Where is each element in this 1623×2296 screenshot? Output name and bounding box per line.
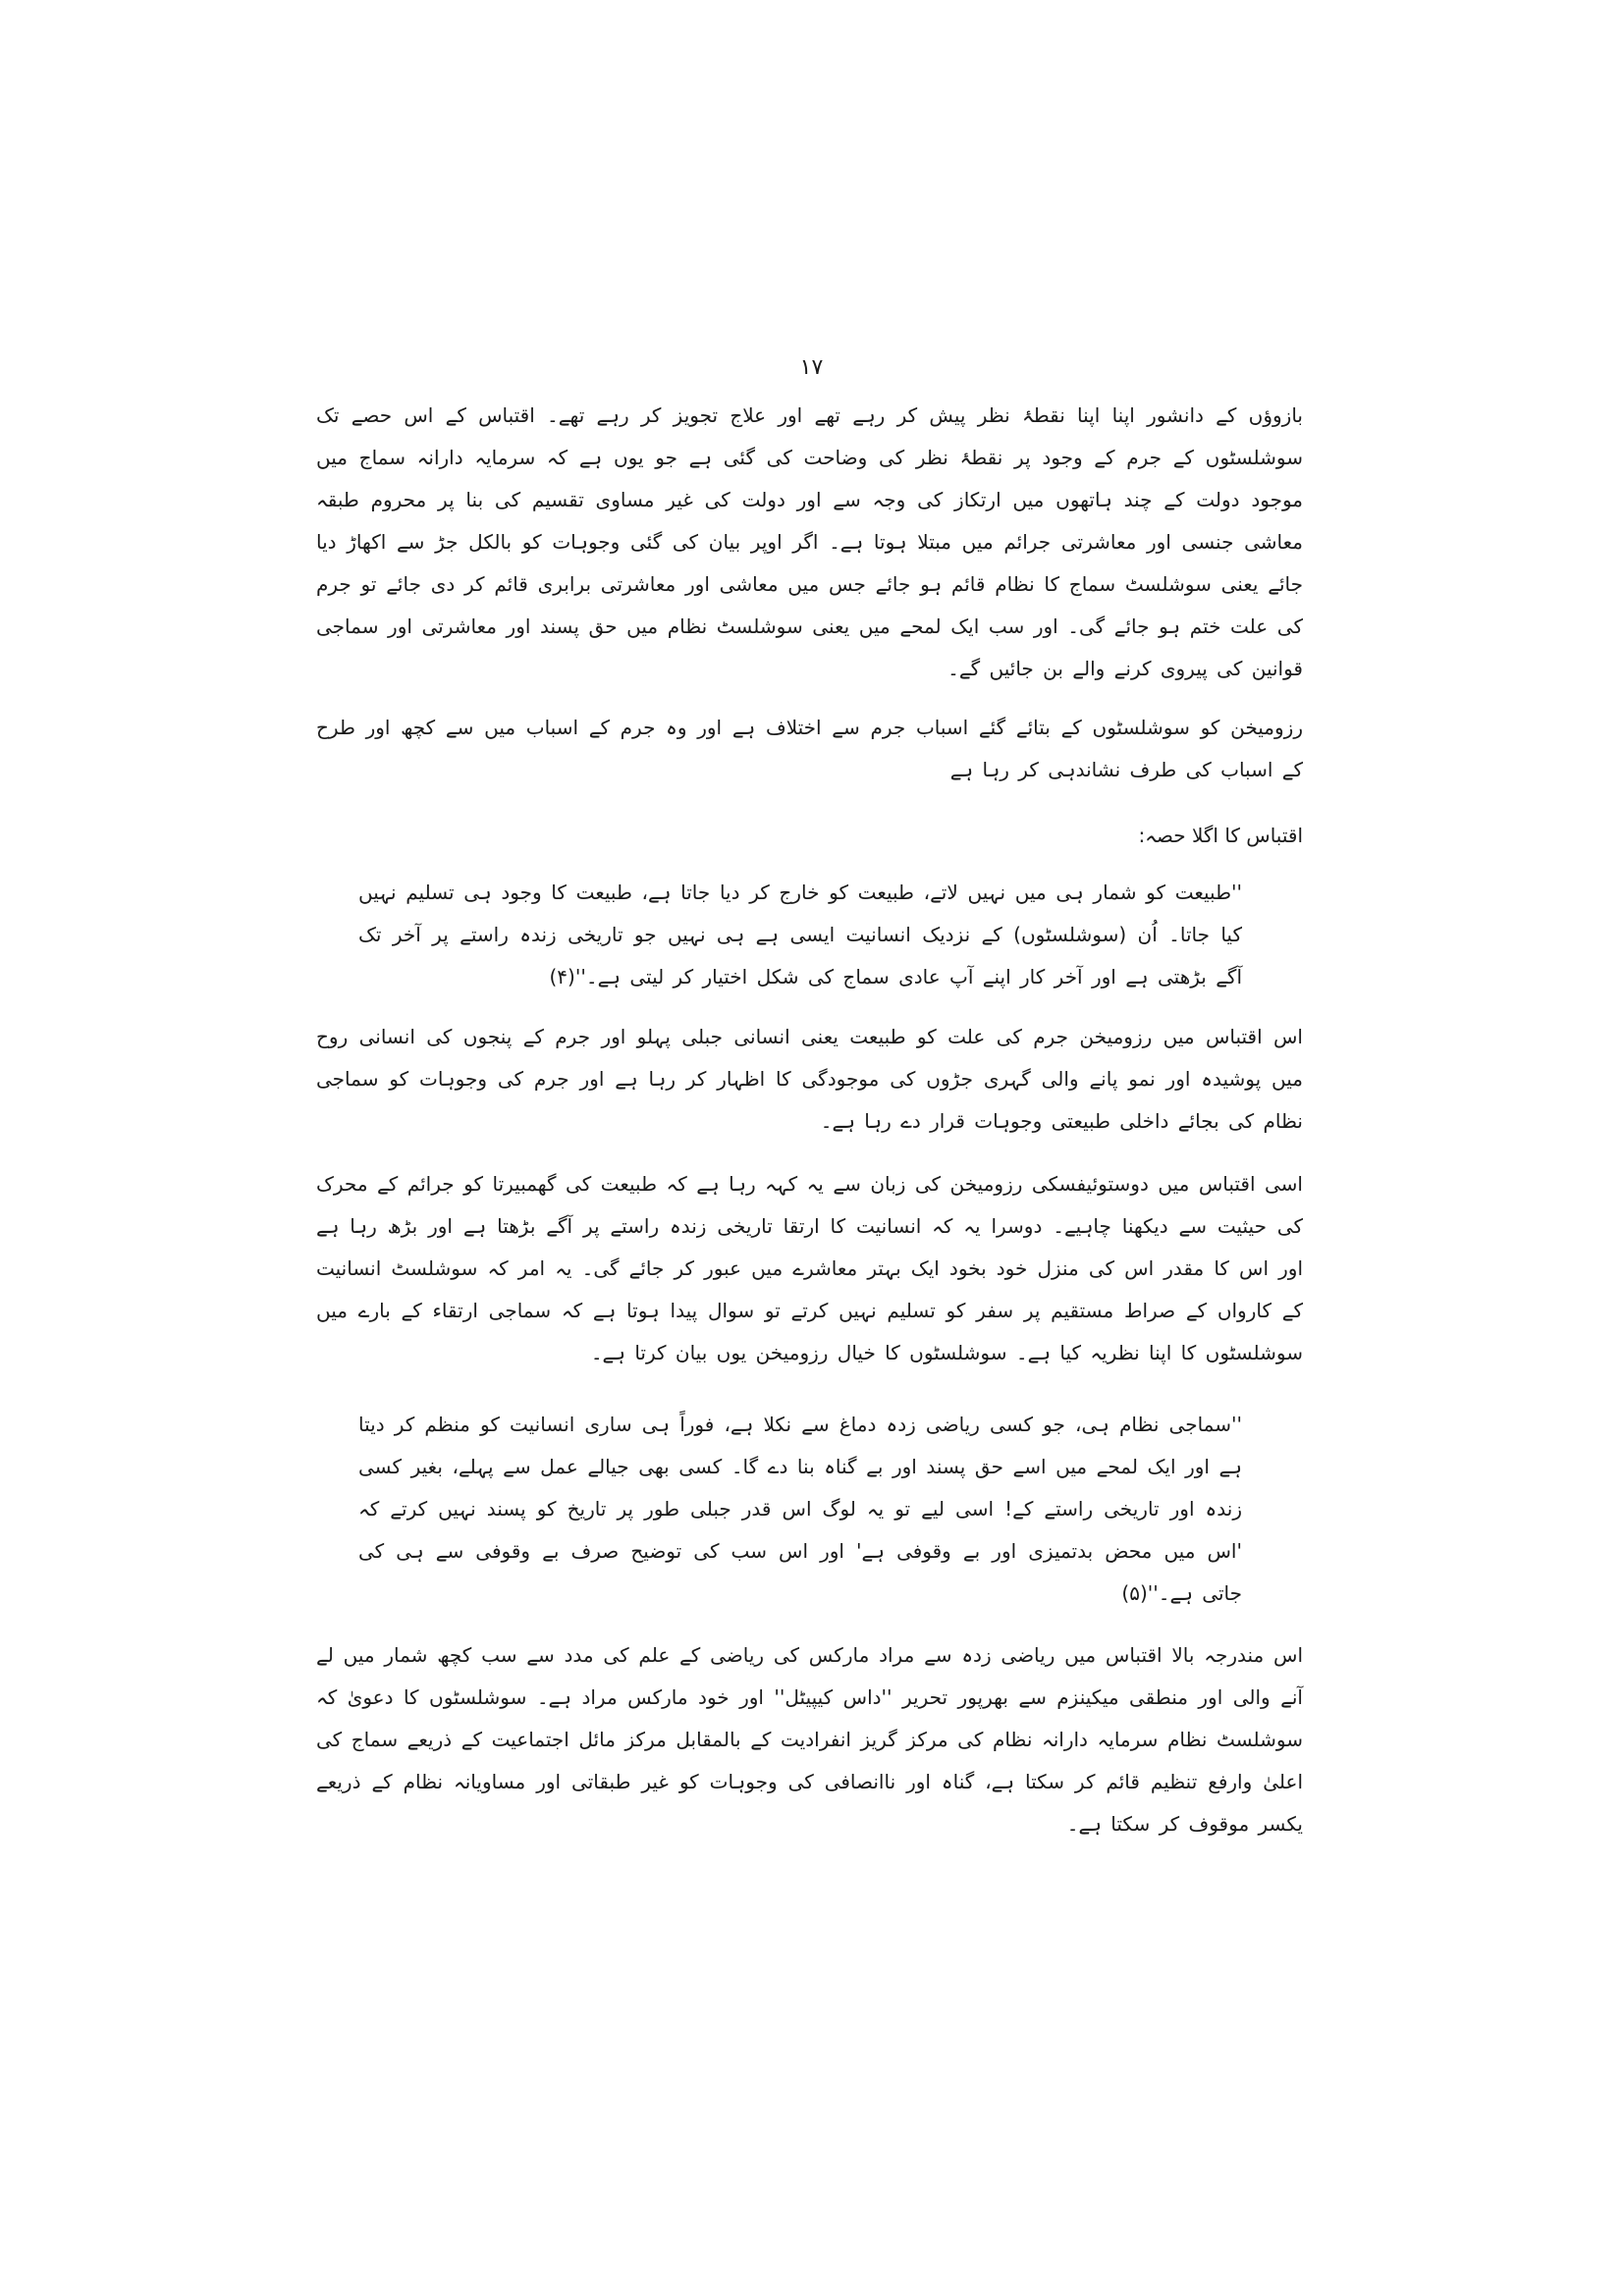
paragraph-conclusion: اس مندرجہ بالا اقتباس میں ریاضی زدہ سے مراد مارکس کی ریاضی کے علم کی مدد سے سب کچھ شمار میں لے آنے والی اور منطقی میکینزم سے بھرپور تحریر ''داس کیپیٹل'' اور خود مارکس مراد ہے۔ سوشلسٹوں کا دعویٰ کہ سوشلسٹ نظام سرمایہ دارانہ نظام کی مرکز گریز انفرادیت کے بالمقابل مرکز مائل اجتماعیت کے ذریعے سماج کی اعلیٰ وارفع تنظیم قائم کر سکتا ہے، گناہ اور ناانصافی کی وجوہات کو غیر طبقاتی اور مساویانہ نظام کے ذریعے یکسر موقوف کر سکتا ہے۔ — [316, 1643, 1303, 1836]
quote-intro-label: اقتباس کا اگلا حصہ: — [1138, 824, 1303, 847]
paragraph-analysis-1: اس اقتباس میں رزومیخن جرم کی علت کو طبیعت یعنی انسانی جبلی پہلو اور جرم کے پنجوں کی انسانی روح میں پوشیدہ اور نمو پانے والی گہری جڑوں کی موجودگی کا اظہار کر رہا ہے اور جرم کی وجوہات کو سماجی نظام کی بجائے داخلی طبیعتی وجوہات قرار دے رہا ہے۔ — [316, 1025, 1303, 1133]
paragraph-analysis-2: اسی اقتباس میں دوستوئیفسکی رزومیخن کی زبان سے یہ کہہ رہا ہے کہ طبیعت کی گھمبیرتا کو جرائم کے محرک کی حیثیت سے دیکھنا چاہیے۔ دوسرا یہ کہ انسانیت کا ارتقا تاریخی زندہ راستے پر آگے بڑھتا ہے اور بڑھ رہا ہے اور اس کا مقدر اس کی منزل خود بخود ایک بہتر معاشرے میں عبور کر جائے گی۔ یہ امر کہ سوشلسٹ انسانیت کے کارواں کے صراط مستقیم پر سفر کو تسلیم نہیں کرتے تو سوال پیدا ہوتا ہے کہ سماجی ارتقاء کے بارے میں سوشلسٹوں کا اپنا نظریہ کیا ہے۔ سوشلسٹوں کا خیال رزومیخن یوں بیان کرتا ہے۔ — [316, 1172, 1303, 1364]
page-number: ١٧ — [799, 355, 824, 380]
paragraph-razumikhin-disagreement: رزومیخن کو سوشلسٹوں کے بتائے گئے اسباب جرم سے اختلاف ہے اور وہ جرم کے اسباب میں سے کچھ اور طرح کے اسباب کی طرف نشاندہی کر رہا ہے — [316, 716, 1303, 781]
paragraph-intro: بازوؤں کے دانشور اپنا اپنا نقطۂ نظر پیش کر رہے تھے اور علاج تجویز کر رہے تھے۔ اقتباس کے اس حصے تک سوشلسٹوں کے جرم کے وجود پر نقطۂ نظر کی وضاحت کی گئی ہے جو یوں ہے کہ سرمایہ دارانہ سماج میں موجود دولت کے چند ہاتھوں میں ارتکاز کی وجہ سے اور دولت کی غیر مساوی تقسیم کی بنا پر محروم طبقہ معاشی جنسی اور معاشرتی جرائم میں مبتلا ہوتا ہے۔ اگر اوپر بیان کی گئی وجوہات کو بالکل جڑ سے اکھاڑ دیا جائے یعنی سوشلسٹ سماج کا نظام قائم ہو جائے جس میں معاشی اور معاشرتی برابری قائم کر دی جائے تو جرم کی علت ختم ہو جائے گی۔ اور سب ایک لمحے میں یعنی سوشلسٹ نظام میں حق پسند اور معاشرتی اور سماجی قوانین کی پیروی کرنے والے بن جائیں گے۔ — [316, 403, 1303, 680]
block-quote-2: ''سماجی نظام ہی، جو کسی ریاضی زدہ دماغ سے نکلا ہے، فوراً ہی ساری انسانیت کو منظم کر دیتا ہے اور ایک لمحے میں اسے حق پسند اور بے گناہ بنا دے گا۔ کسی بھی جیالے عمل سے پہلے، بغیر کسی زندہ اور تاریخی راستے کے! اسی لیے تو یہ لوگ اس قدر جبلی طور پر تاریخ کو پسند نہیں کرتے کہ 'اس میں محض بدتمیزی اور بے وقوفی ہے' اور اس سب کی توضیح صرف بے وقوفی سے ہی کی جاتی ہے۔''(۵) — [358, 1413, 1242, 1605]
block-quote-1: ''طبیعت کو شمار ہی میں نہیں لاتے، طبیعت کو خارج کر دیا جاتا ہے، طبیعت کا وجود ہی تسلیم نہیں کیا جاتا۔ اُن (سوشلسٹوں) کے نزدیک انسانیت ایسی ہے ہی نہیں جو تاریخی زندہ راستے پر آخر تک آگے بڑھتی ہے اور آخر کار اپنے آپ عادی سماج کی شکل اختیار کر لیتی ہے۔''(۴) — [358, 881, 1242, 988]
